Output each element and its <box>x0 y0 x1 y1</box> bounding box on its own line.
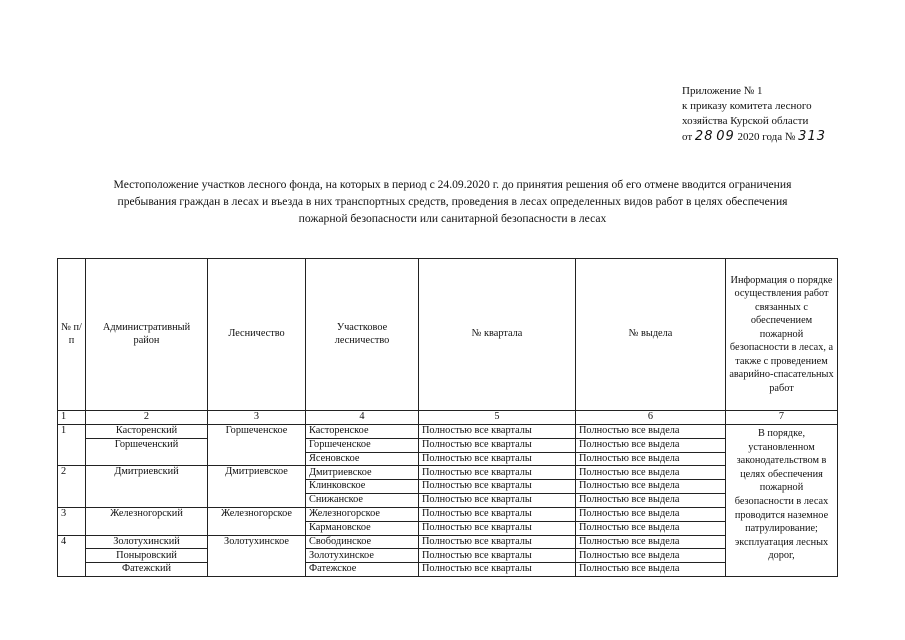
table-row <box>58 466 838 480</box>
quarter-cell: Полностью все кварталы <box>419 494 576 508</box>
section-cell: Полностью все выдела <box>576 549 726 563</box>
header-district: Административный район <box>86 259 208 411</box>
date-prefix: от <box>682 131 693 143</box>
forestry-cell: Золотухинское <box>208 535 306 577</box>
col-number: 1 <box>58 411 86 425</box>
appendix-date-line <box>682 129 826 145</box>
local-forestry-cell: Снижанское <box>306 494 419 508</box>
local-forestry-cell: Железногорское <box>306 507 419 521</box>
appendix-committee: хозяйства Курской области <box>682 115 809 127</box>
forestry-cell: Железногорское <box>208 507 306 535</box>
handwritten-day: 28 <box>694 129 714 144</box>
section-cell: Полностью все выдела <box>576 521 726 535</box>
title-line-2: пребывания граждан в лесах и въезда в них транспортных средств, проведения в лесах определенных видов работ в целях обеспечения <box>117 195 788 208</box>
local-forestry-cell: Золотухинское <box>306 549 419 563</box>
table-row <box>58 563 838 577</box>
header-local-forestry: Участковое лесничество <box>306 259 419 411</box>
year-text: 2020 года № <box>737 131 796 143</box>
appendix-order-ref: к приказу комитета лесного <box>682 100 812 112</box>
quarter-cell: Полностью все кварталы <box>419 438 576 452</box>
district-cell: Дмитриевский <box>86 466 208 507</box>
quarter-cell: Полностью все кварталы <box>419 466 576 480</box>
title-line-3: пожарной безопасности или санитарной безопасности в лесах <box>298 212 607 225</box>
local-forestry-cell: Ясеновское <box>306 452 419 466</box>
row-num: 3 <box>58 507 86 535</box>
quarter-cell: Полностью все кварталы <box>419 535 576 549</box>
quarter-cell: Полностью все кварталы <box>419 521 576 535</box>
header-row <box>58 259 838 411</box>
column-number-row <box>58 411 838 425</box>
section-cell: Полностью все выдела <box>576 425 726 439</box>
quarter-cell: Полностью все кварталы <box>419 425 576 439</box>
row-num: 4 <box>58 535 86 577</box>
header-section: № выдела <box>576 259 726 411</box>
local-forestry-cell: Фатежское <box>306 563 419 577</box>
district-cell: Поныровский <box>86 549 208 563</box>
col-number: 2 <box>86 411 208 425</box>
local-forestry-cell: Свободинское <box>306 535 419 549</box>
section-cell: Полностью все выдела <box>576 438 726 452</box>
col-number: 4 <box>306 411 419 425</box>
header-info: Информация о порядке осуществления работ связанных с обеспечением пожарной безопасности в лесах, а также с проведением аварийно-спасательных работ <box>726 259 838 411</box>
appendix-block <box>682 84 826 145</box>
quarter-cell: Полностью все кварталы <box>419 549 576 563</box>
district-cell: Горшеченский <box>86 438 208 466</box>
local-forestry-cell: Горшеченское <box>306 438 419 452</box>
local-forestry-cell: Касторенское <box>306 425 419 439</box>
quarter-cell: Полностью все кварталы <box>419 480 576 494</box>
title-line-1: Местоположение участков лесного фонда, на которых в период с 24.09.2020 г. до принятия решения об его отмене вводится ограничения <box>113 178 792 191</box>
local-forestry-cell: Кармановское <box>306 521 419 535</box>
appendix-title: Приложение № 1 <box>682 85 763 97</box>
forestry-cell: Горшеченское <box>208 425 306 466</box>
col-number: 5 <box>419 411 576 425</box>
forestry-cell: Дмитриевское <box>208 466 306 507</box>
section-cell: Полностью все выдела <box>576 466 726 480</box>
district-cell: Железногорский <box>86 507 208 535</box>
section-cell: Полностью все выдела <box>576 535 726 549</box>
handwritten-number: 313 <box>798 129 826 144</box>
col-number: 7 <box>726 411 838 425</box>
section-cell: Полностью все выдела <box>576 563 726 577</box>
district-cell: Касторенский <box>86 425 208 439</box>
row-num: 2 <box>58 466 86 507</box>
quarter-cell: Полностью все кварталы <box>419 452 576 466</box>
header-forestry: Лесничество <box>208 259 306 411</box>
forest-areas-table <box>57 258 838 577</box>
col-number: 6 <box>576 411 726 425</box>
local-forestry-cell: Дмитриевское <box>306 466 419 480</box>
table-row <box>58 507 838 521</box>
table-row <box>58 549 838 563</box>
section-cell: Полностью все выдела <box>576 480 726 494</box>
table-row <box>58 535 838 549</box>
document-title <box>40 176 865 227</box>
header-quarter: № квартала <box>419 259 576 411</box>
handwritten-month: 09 <box>716 129 735 144</box>
header-num: № п/п <box>58 259 86 411</box>
quarter-cell: Полностью все кварталы <box>419 507 576 521</box>
section-cell: Полностью все выдела <box>576 507 726 521</box>
table-row <box>58 438 838 452</box>
section-cell: Полностью все выдела <box>576 494 726 508</box>
row-num: 1 <box>58 425 86 466</box>
district-cell: Золотухинский <box>86 535 208 549</box>
table-row <box>58 425 838 439</box>
section-cell: Полностью все выдела <box>576 452 726 466</box>
district-cell: Фатежский <box>86 563 208 577</box>
col-number: 3 <box>208 411 306 425</box>
local-forestry-cell: Клинковское <box>306 480 419 494</box>
quarter-cell: Полностью все кварталы <box>419 563 576 577</box>
info-cell: В порядке, установленном законодательством в целях обеспечения пожарной безопасности в лесах проводится наземное патрулирование; эксплуатация лесных дорог, <box>726 425 838 577</box>
